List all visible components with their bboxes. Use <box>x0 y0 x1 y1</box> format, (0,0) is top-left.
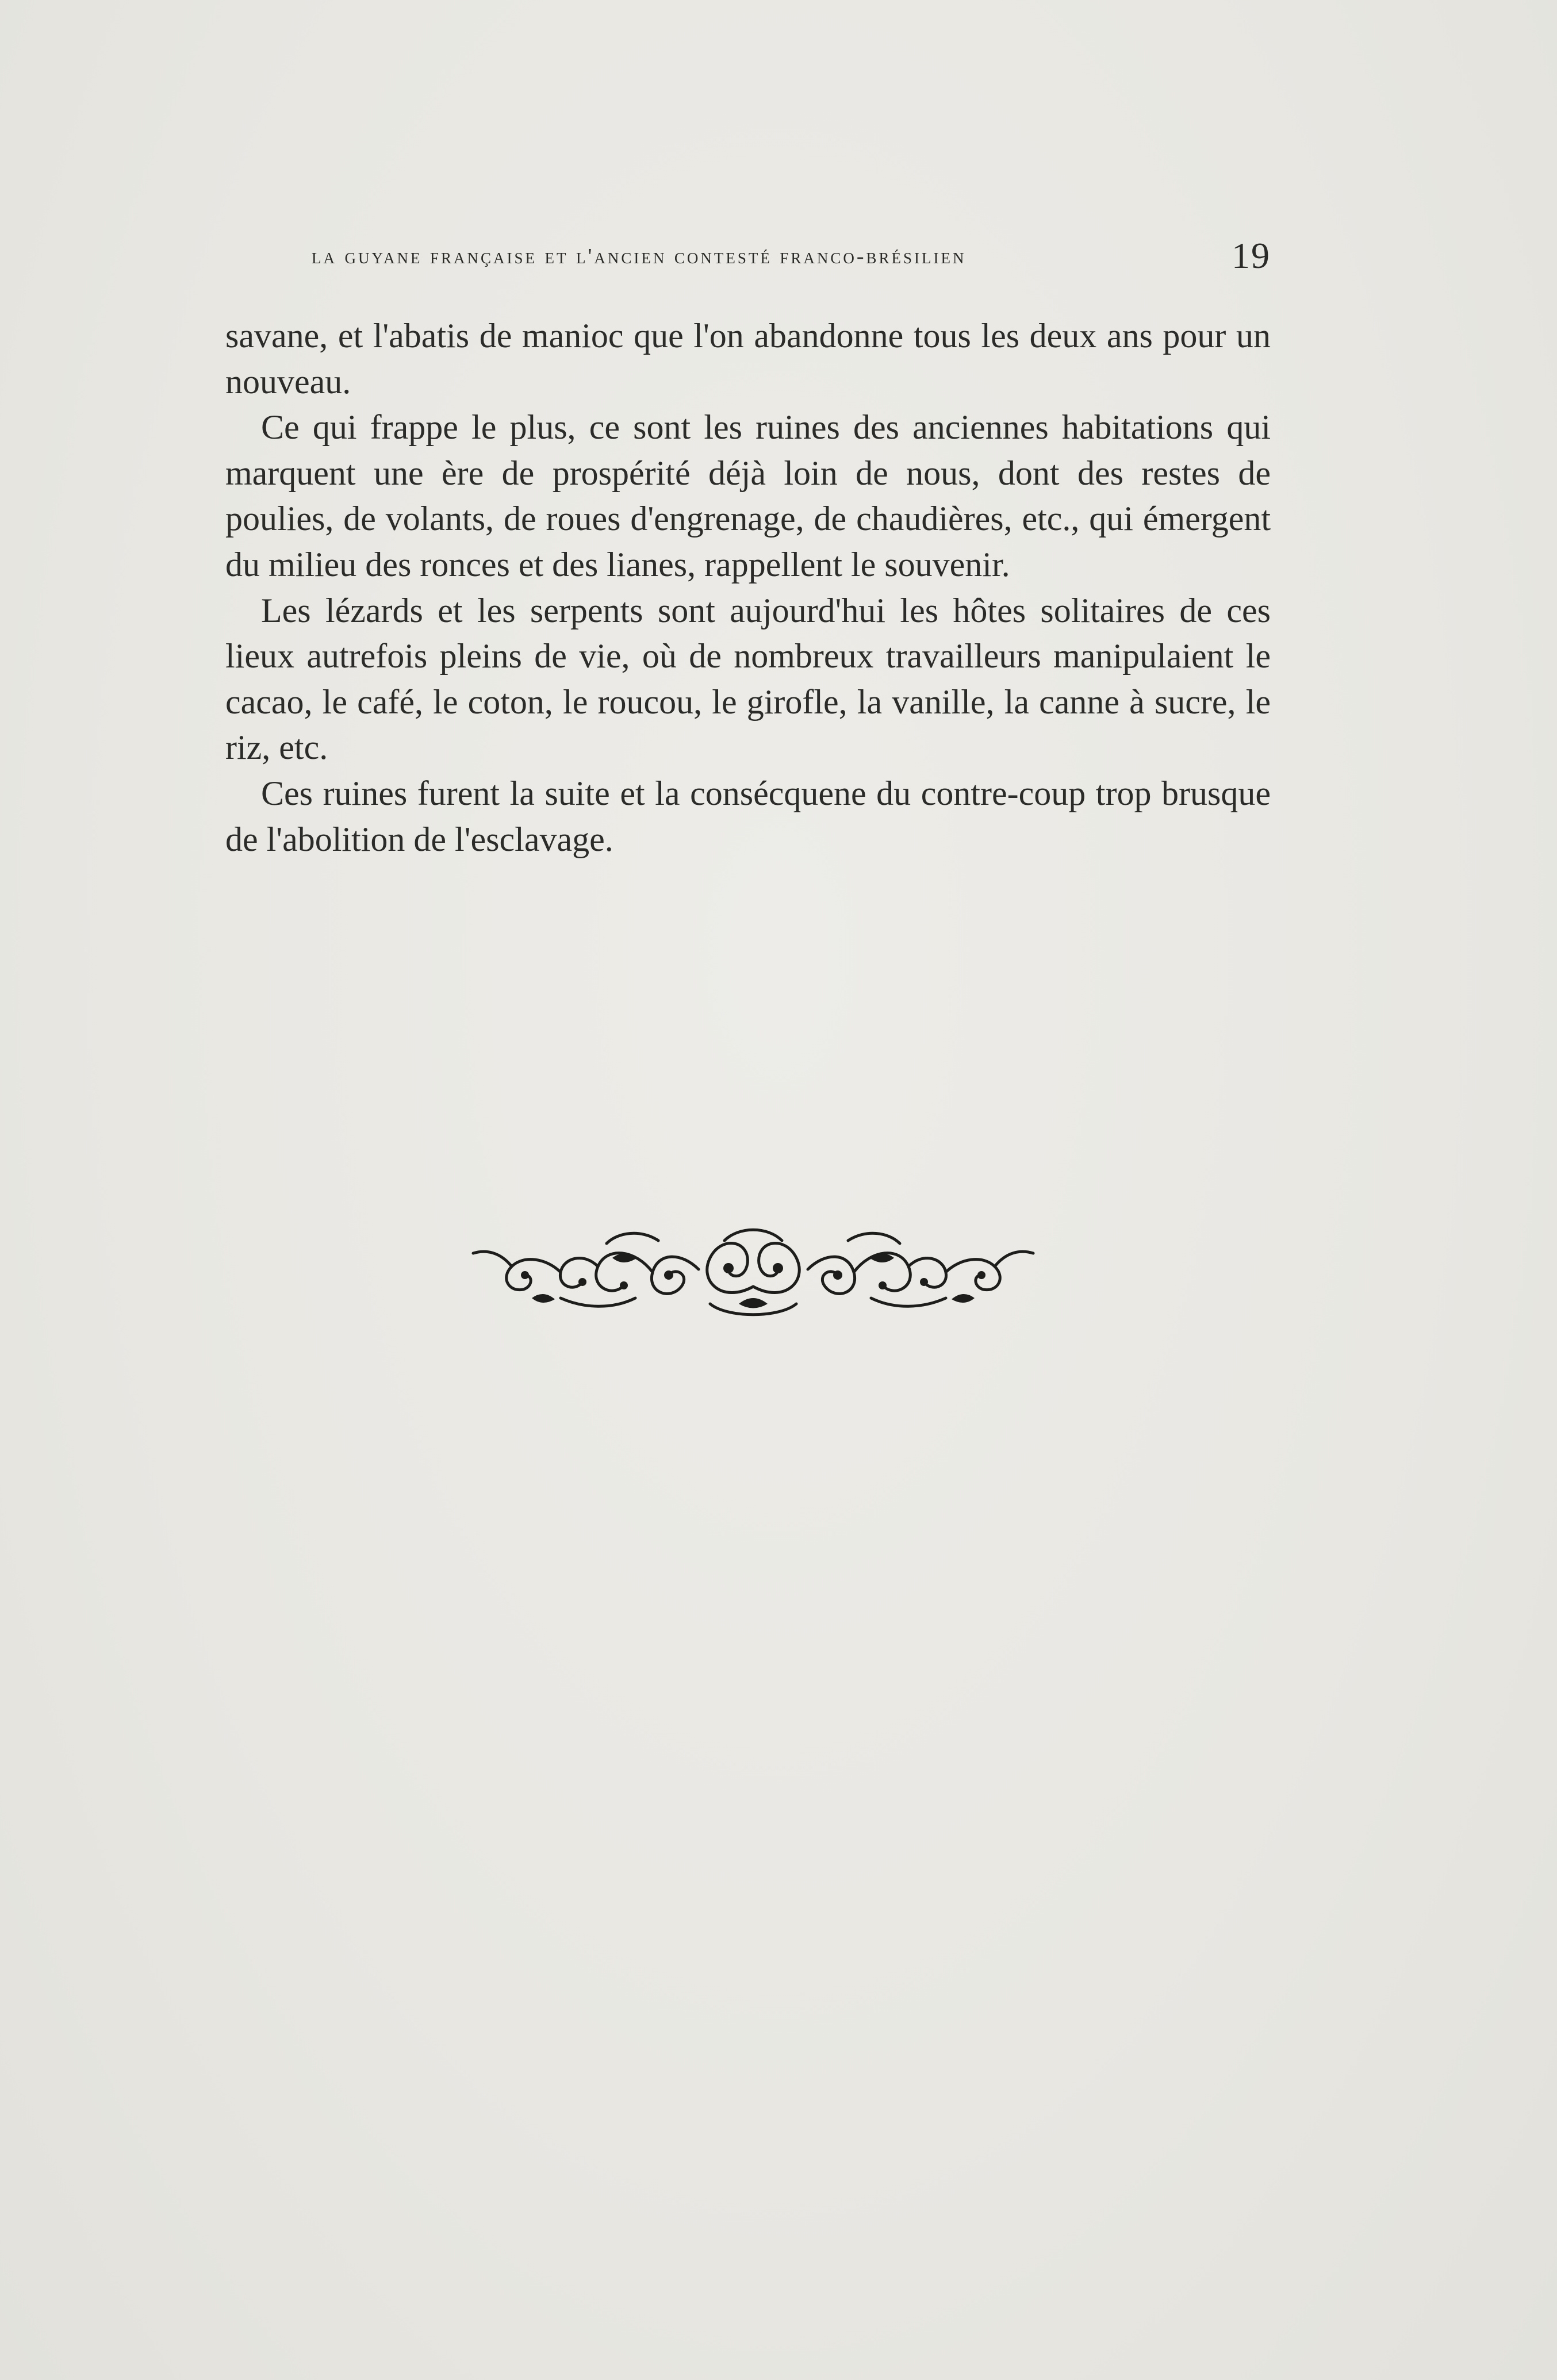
body-text <box>225 313 1271 862</box>
paragraph-3: Les lézards et les serpents sont aujourd'hui les hôtes solitaires de ces lieux autrefois pleins de vie, où de nombreux travailleurs manipulaient le cacao, le café, le coton, le roucou, le girofle, la vanille, la canne à sucre, le riz, etc. <box>225 591 1271 767</box>
page-number: 19 <box>1232 235 1271 276</box>
running-title: la guyane française et l'ancien contesté franco-brésilien <box>312 244 967 268</box>
paragraph-1: savane, et l'abatis de manioc que l'on abandonne tous les deux ans pour un nouveau. <box>225 317 1271 401</box>
scrollwork-tailpiece-icon <box>469 1218 1038 1321</box>
running-head <box>225 237 1271 283</box>
paragraph-2: Ce qui frappe le plus, ce sont les ruines des anciennes habitations qui marquent une ère de prospérité déjà loin de nous, dont des restes de poulies, de volants, de roues d'engrenage, de chaudières, etc., qui émergent du milieu des ronces et des lianes, rappellent le souvenir. <box>225 408 1271 584</box>
paragraph-4: Ces ruines furent la suite et la consécquene du contre-coup trop brusque de l'abolition de l'esclavage. <box>225 774 1271 858</box>
